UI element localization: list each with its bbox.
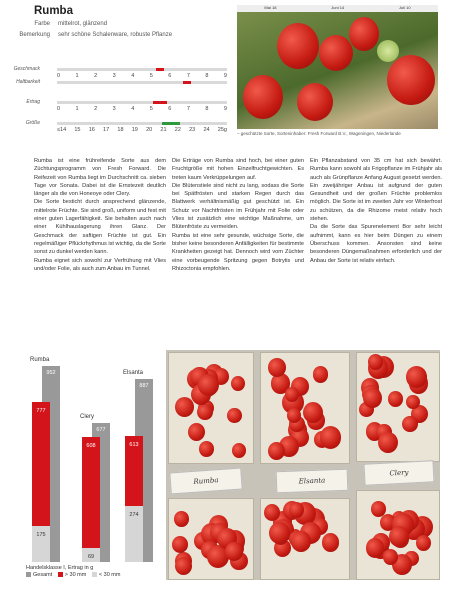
scale-label-haltbarkeit: Haltbarkeit [16, 79, 40, 85]
legend-item-under-30: < 30 mm [92, 572, 121, 578]
tick-label: 25g [217, 127, 227, 133]
tick-label: 4 [131, 106, 135, 112]
yield-bar-chart [20, 336, 160, 562]
legend-item-gesamt: Gesamt [26, 572, 52, 578]
photo-caption: – geschützte Sorte, Sorteninhaber: Fresh Forward B.V., Wageningen, Niederlande [237, 131, 401, 136]
chart-title: Handelsklasse I, Ertrag in g [26, 565, 94, 571]
month-july: Juli 10 [398, 5, 411, 10]
tick-label: 22 [174, 127, 181, 133]
variety-title: Rumba [34, 5, 73, 17]
scale-bar-haltbarkeit [57, 81, 227, 84]
scale-marker-ertrag [153, 101, 167, 104]
tick-label: 24 [203, 127, 210, 133]
season-strip [237, 5, 438, 12]
scale-marker-geschmack [156, 68, 164, 71]
month-may: Mai 18 [264, 5, 277, 10]
tick-label: 4 [131, 73, 135, 79]
scale-ticks-yield [57, 106, 227, 112]
tick-label: 15 [74, 127, 81, 133]
bar-value-under-30: 274 [129, 511, 139, 518]
scale-bar-geschmack [57, 68, 227, 71]
chart-footer [26, 565, 166, 578]
paragraph: Die Erträge von Rumba sind hoch, bei einer guten Fruchtgröße mit hohen Einzelfruchtgewichten. Es treten kaum Verkrüppelungen auf. [172, 158, 304, 181]
bar-category-label: Rumba [30, 356, 50, 363]
scale-label-geschmack: Geschmack [13, 66, 40, 72]
month-june: Juni 14 [331, 5, 345, 10]
bar-over-30 [82, 437, 100, 562]
scale-label-ertrag: Ertrag [26, 99, 40, 105]
scale-ticks-quality [57, 73, 227, 79]
chart-legend [26, 572, 166, 578]
strawberry-plant-photo [237, 5, 438, 129]
bar-value-over-30: 613 [129, 441, 139, 448]
bar-value-over-30: 777 [36, 407, 46, 414]
prop-value-bemerkung: sehr schöne Schalenware, robuste Pflanze [58, 32, 173, 38]
tick-label: 19 [131, 127, 138, 133]
prop-key-bemerkung: Bemerkung [19, 32, 50, 38]
paragraph: Da die Sorte das Spurenelement Bor sehr leicht aufnimmt, kann es hier beim Düngen zu einem Überschuss kommen. Ansonsten sind keine besonderen Düngemaßnahmen erforderlich und der Anbau der Sorte ist relativ einfach. [310, 224, 442, 264]
tick-label: 3 [112, 73, 116, 79]
tick-label: 6 [168, 106, 172, 112]
tick-label: ≤14 [57, 127, 67, 133]
tray-label-elsanta: Elsanta [276, 469, 349, 493]
text-column-1 [34, 157, 166, 273]
tick-label: 0 [57, 73, 61, 79]
tick-label: 8 [205, 106, 209, 112]
tick-label: 17 [103, 127, 110, 133]
scale-marker-groesse [162, 122, 180, 125]
tick-label: 2 [94, 73, 98, 79]
scale-label-groesse: Größe [25, 120, 40, 126]
paragraph: Rumba ist eine sehr gesunde, wüchsige Sorte, die bisher keine besonderen Anfälligkeiten für bestimmte Krankheiten gezeigt hat. Dennoch wird vom Züchter eine vorbeugende Spritzung gegen Botrytis und Rhizoctonia empfohlen. [172, 232, 304, 272]
paragraph: Ein Pflanzabstand von 35 cm hat sich bewährt. Rumba kann sowohl als Frigopflanze im Frühjahr als auch als Grünpflanze Anfang August gesetzt werden. Ein zweijähriger Anbau ist aufgrund der guten Gesundheit und der großen Früchte problemlos möglich. Die Sorte ist im zweiten Jahr vor Winterfrost zu schützen, da die Rhizome meist relativ hoch stehen. [310, 158, 442, 223]
bar-value-gesamt: 952 [46, 369, 56, 376]
bar-value-over-30: 608 [86, 442, 96, 449]
paragraph: Die Sorte besticht durch ansprechend glänzende, mittelrote Früchte. Sie sind groß, uniform und fest mit einer guten Lagerfähigkeit. Sie behalten auch nach einer Kühlhauslagerung ihren Glanz. Der Geschmack der saftigen Früchte ist gut. Ein regelmäßiger Pflückrhythmus ist wichtig, da die Sorte sonst zu dunkel werden kann. [34, 199, 166, 256]
scale-marker-haltbarkeit [183, 81, 191, 84]
paragraph: Rumba ist eine frühreifende Sorte aus dem Züchtungsprogramm von Fresh Forward. Die Reifezeit von Rumba liegt im Durchschnitt ca. sieben Tage vor Sonata. Dabei ist die Ernstezeit deutlich länger als die von Honeoye oder Clery. [34, 158, 166, 198]
bar-category-label: Elsanta [123, 370, 144, 377]
tick-label: 2 [94, 106, 98, 112]
prop-key-farbe: Farbe [34, 21, 50, 27]
properties [0, 21, 230, 51]
rating-scales [0, 65, 230, 135]
tick-label: 5 [149, 106, 153, 112]
tick-label: 8 [205, 73, 209, 79]
tick-label: 20 [146, 127, 153, 133]
bar-value-under-30: 175 [36, 531, 46, 538]
bar-value-gesamt: 887 [139, 383, 149, 390]
variety-comparison-photo [166, 350, 440, 580]
tick-label: 16 [88, 127, 95, 133]
tick-label: 3 [112, 106, 116, 112]
legend-item-over-30: > 30 mm [58, 572, 87, 578]
tick-label: 7 [186, 73, 190, 79]
tick-label: 6 [168, 73, 172, 79]
tray-label-rumba: Rumba [169, 468, 242, 495]
scale-bar-ertrag [57, 101, 227, 104]
tick-label: 18 [117, 127, 124, 133]
bar-category-label: Clery [80, 413, 95, 420]
tick-label: 9 [223, 73, 227, 79]
text-column-3 [310, 157, 442, 265]
scale-bar-groesse [57, 122, 227, 125]
text-column-2 [172, 157, 304, 273]
tick-label: 7 [186, 106, 190, 112]
tick-label: 5 [149, 73, 153, 79]
scale-ticks-size [57, 127, 227, 133]
paragraph: Rumba eignet sich sowohl zur Verfrühung mit Vlies und/oder Folie, als auch zum Anbau im Tunnel. [34, 257, 166, 272]
bar-value-under-30: 69 [87, 553, 95, 560]
tick-label: 9 [223, 106, 227, 112]
tick-label: 1 [75, 106, 79, 112]
tick-label: 21 [160, 127, 167, 133]
tick-label: 0 [57, 106, 61, 112]
bar-value-gesamt: 677 [96, 426, 106, 433]
paragraph: Die Blütenstiele sind nicht zu lang, sodass die Sorte bei Spätfrösten und starken Regen durch das Blattwerk verhältnismäßig gut geschützt ist. Ein Schutz vor Nachtfrösten im Frühjahr mit Folie oder Vlies ist zusätzlich eine wichtige Maßnahme, um Blütenfröste zu vermeiden. [172, 182, 304, 231]
tray-label-clery: Clery [363, 460, 434, 486]
tick-label: 23 [189, 127, 196, 133]
tick-label: 1 [75, 73, 79, 79]
prop-value-farbe: mittelrot, glänzend [58, 21, 108, 27]
